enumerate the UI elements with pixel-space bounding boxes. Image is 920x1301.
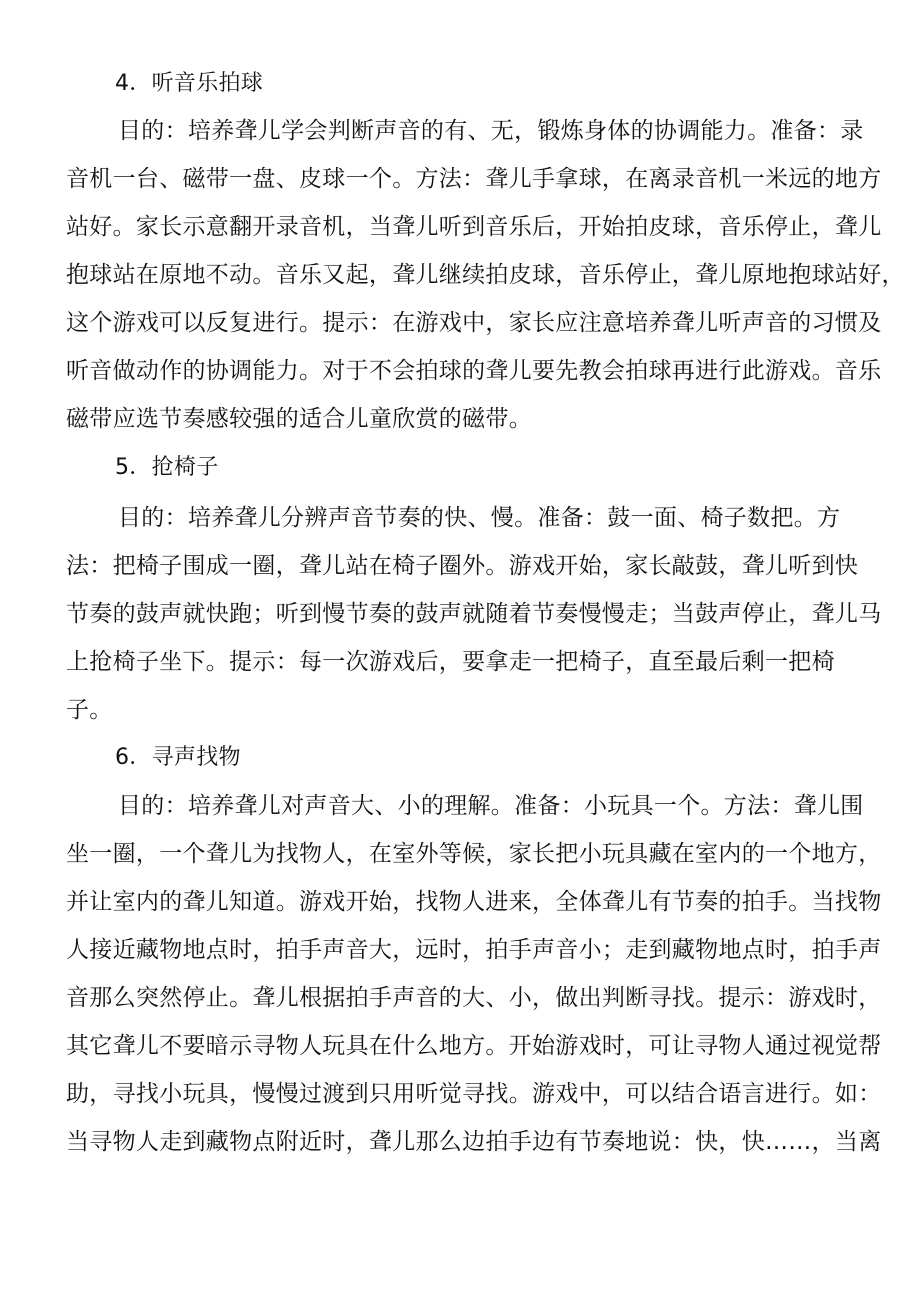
section-6-line-7: 助，寻找小玩具，慢慢过渡到只用听觉寻找。游戏中，可以结合语言进行。如： xyxy=(66,1081,882,1107)
section-4-line-3: 站好。家长示意翻开录音机，当聋儿听到音乐后，开始拍皮球，音乐停止，聋儿 xyxy=(66,214,882,240)
section-6-heading: 6．寻声找物 xyxy=(115,745,241,770)
section-5-line-1: 目的：培养聋儿分辨声音节奏的快、慢。准备：鼓一面、椅子数把。方 xyxy=(118,505,841,531)
section-5-line-5: 子。 xyxy=(66,697,113,723)
section-5-line-2: 法：把椅子围成一圈，聋儿站在椅子圈外。游戏开始，家长敲鼓，聋儿听到快 xyxy=(66,553,859,579)
section-6-line-6: 其它聋儿不要暗示寻物人玩具在什么地方。开始游戏时，可让寻物人通过视觉帮 xyxy=(66,1033,882,1059)
section-6-line-4: 人接近藏物地点时，拍手声音大，远时，拍手声音小；走到藏物地点时，拍手声 xyxy=(66,937,882,963)
section-6-line-3: 并让室内的聋儿知道。游戏开始，找物人进来，全体聋儿有节奏的拍手。当找物 xyxy=(66,889,882,915)
section-4-line-7: 磁带应选节奏感较强的适合儿童欣赏的磁带。 xyxy=(66,406,532,432)
section-5-heading: 5．抢椅子 xyxy=(115,455,219,480)
section-6-line-8: 当寻物人走到藏物点附近时，聋儿那么边拍手边有节奏地说：快，快……，当离 xyxy=(66,1129,882,1155)
section-6-line-2: 坐一圈，一个聋儿为找物人，在室外等候，家长把小玩具藏在室内的一个地方， xyxy=(66,841,882,867)
section-5-line-3: 节奏的鼓声就快跑；听到慢节奏的鼓声就随着节奏慢慢走；当鼓声停止，聋儿马 xyxy=(66,601,882,627)
section-4-line-6: 听音做动作的协调能力。对于不会拍球的聋儿要先教会拍球再进行此游戏。音乐 xyxy=(66,358,882,384)
section-4-line-1: 目的：培养聋儿学会判断声音的有、无，锻炼身体的协调能力。准备：录 xyxy=(118,118,864,144)
section-6-line-1: 目的：培养聋儿对声音大、小的理解。准备：小玩具一个。方法：聋儿围 xyxy=(118,793,864,819)
section-4-heading: 4．听音乐拍球 xyxy=(115,71,264,96)
section-6-line-5: 音那么突然停止。聋儿根据拍手声音的大、小，做出判断寻找。提示：游戏时， xyxy=(66,985,882,1011)
section-4-line-5: 这个游戏可以反复进行。提示：在游戏中，家长应注意培养聋儿听声音的习惯及 xyxy=(66,310,882,336)
section-5-line-4: 上抢椅子坐下。提示：每一次游戏后，要拿走一把椅子，直至最后剩一把椅 xyxy=(66,649,835,675)
section-4-line-4: 抱球站在原地不动。音乐又起，聋儿继续拍皮球，音乐停止，聋儿原地抱球站好， xyxy=(66,262,905,288)
section-4-line-2: 音机一台、磁带一盘、皮球一个。方法：聋儿手拿球，在离录音机一米远的地方 xyxy=(66,166,882,192)
